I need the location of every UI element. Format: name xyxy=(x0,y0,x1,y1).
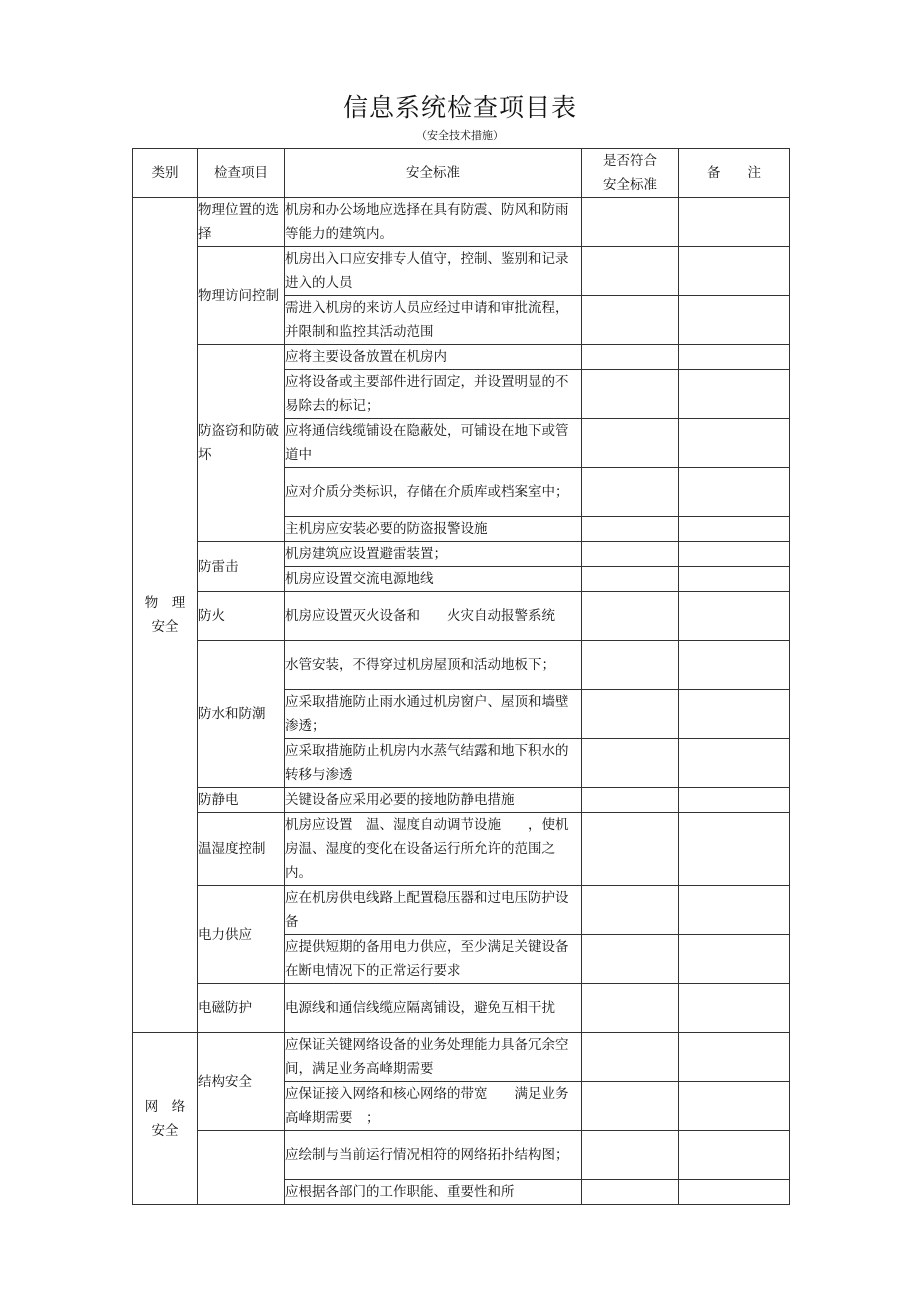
remark-cell[interactable] xyxy=(679,592,790,641)
category-physical-line2: 安全 xyxy=(151,619,179,635)
comply-cell[interactable] xyxy=(582,1082,679,1131)
standard-cell: 机房应设置灭火设备和 火灾自动报警系统 xyxy=(285,592,582,641)
remark-cell[interactable] xyxy=(679,296,790,345)
header-remark: 备 注 xyxy=(679,149,790,198)
remark-cell[interactable] xyxy=(679,1082,790,1131)
standard-cell: 应将设备或主要部件进行固定，并设置明显的不易除去的标记； xyxy=(285,370,582,419)
remark-cell[interactable] xyxy=(679,935,790,984)
comply-cell[interactable] xyxy=(582,345,679,370)
remark-cell[interactable] xyxy=(679,1131,790,1180)
remark-cell[interactable] xyxy=(679,1033,790,1082)
comply-cell[interactable] xyxy=(582,296,679,345)
table-row xyxy=(133,1131,790,1180)
item-static: 防静电 xyxy=(198,788,285,813)
standard-cell: 应提供短期的备用电力供应，至少满足关键设备在断电情况下的正常运行要求 xyxy=(285,935,582,984)
remark-cell[interactable] xyxy=(679,419,790,468)
comply-cell[interactable] xyxy=(582,247,679,296)
table-row xyxy=(133,542,790,567)
table-row xyxy=(133,641,790,690)
table-row xyxy=(133,1033,790,1082)
remark-cell[interactable] xyxy=(679,542,790,567)
comply-cell[interactable] xyxy=(582,813,679,886)
comply-cell[interactable] xyxy=(582,567,679,592)
comply-cell[interactable] xyxy=(582,592,679,641)
remark-cell[interactable] xyxy=(679,567,790,592)
remark-cell[interactable] xyxy=(679,641,790,690)
remark-cell[interactable] xyxy=(679,517,790,542)
standard-cell: 应根据各部门的工作职能、重要性和所 xyxy=(285,1180,582,1205)
item-fire: 防火 xyxy=(198,592,285,641)
item-theft: 防盗窃和防破坏 xyxy=(198,345,285,542)
item-access: 物理访问控制 xyxy=(198,247,285,345)
comply-cell[interactable] xyxy=(582,935,679,984)
comply-cell[interactable] xyxy=(582,690,679,739)
table-row xyxy=(133,198,790,247)
header-item: 检查项目 xyxy=(198,149,285,198)
category-physical xyxy=(133,198,198,1033)
standard-cell: 应将主要设备放置在机房内 xyxy=(285,345,582,370)
comply-cell[interactable] xyxy=(582,1131,679,1180)
remark-cell[interactable] xyxy=(679,984,790,1033)
remark-cell[interactable] xyxy=(679,788,790,813)
standard-cell: 机房出入口应安排专人值守，控制、鉴别和记录进入的人员 xyxy=(285,247,582,296)
remark-cell[interactable] xyxy=(679,468,790,517)
standard-cell: 关键设备应采用必要的接地防静电措施 xyxy=(285,788,582,813)
table-row xyxy=(133,984,790,1033)
remark-cell[interactable] xyxy=(679,739,790,788)
comply-cell[interactable] xyxy=(582,468,679,517)
standard-cell: 应采取措施防止机房内水蒸气结露和地下积水的转移与渗透 xyxy=(285,739,582,788)
comply-cell[interactable] xyxy=(582,542,679,567)
comply-cell[interactable] xyxy=(582,739,679,788)
comply-cell[interactable] xyxy=(582,1180,679,1205)
item-location: 物理位置的选择 xyxy=(198,198,285,247)
comply-cell[interactable] xyxy=(582,517,679,542)
header-comply xyxy=(582,149,679,198)
comply-cell[interactable] xyxy=(582,788,679,813)
comply-cell[interactable] xyxy=(582,370,679,419)
item-empty xyxy=(198,1131,285,1205)
standard-cell: 应保证关键网络设备的业务处理能力具备冗余空间，满足业务高峰期需要 xyxy=(285,1033,582,1082)
remark-cell[interactable] xyxy=(679,1180,790,1205)
table-row xyxy=(133,345,790,370)
page-title: 信息系统检查项目表 xyxy=(342,93,577,122)
standard-cell: 应在机房供电线路上配置稳压器和过电压防护设备 xyxy=(285,886,582,935)
comply-cell[interactable] xyxy=(582,1033,679,1082)
standard-cell: 应将通信线缆铺设在隐蔽处，可铺设在地下或管道中 xyxy=(285,419,582,468)
table-row xyxy=(133,788,790,813)
standard-cell: 需进入机房的来访人员应经过申请和审批流程，并限制和监控其活动范围 xyxy=(285,296,582,345)
table-row xyxy=(133,247,790,296)
standard-cell: 应采取措施防止雨水通过机房窗户、屋顶和墙壁渗透； xyxy=(285,690,582,739)
standard-cell: 应保证接入网络和核心网络的带宽 满足业务高峰期需要 ； xyxy=(285,1082,582,1131)
standard-cell: 主机房应安装必要的防盗报警设施 xyxy=(285,517,582,542)
header-comply-line2: 安全标准 xyxy=(603,177,657,193)
page-subtitle: （安全技术措施） xyxy=(416,129,504,142)
comply-cell[interactable] xyxy=(582,984,679,1033)
table-row xyxy=(133,592,790,641)
inspection-table xyxy=(132,148,790,1205)
category-physical-line1: 物 理 xyxy=(144,595,186,611)
remark-cell[interactable] xyxy=(679,345,790,370)
standard-cell: 水管安装，不得穿过机房屋顶和活动地板下； xyxy=(285,641,582,690)
remark-cell[interactable] xyxy=(679,198,790,247)
standard-cell: 机房建筑应设置避雷装置； xyxy=(285,542,582,567)
comply-cell[interactable] xyxy=(582,886,679,935)
category-network xyxy=(133,1033,198,1205)
item-power: 电力供应 xyxy=(198,886,285,984)
header-row xyxy=(133,149,790,198)
standard-cell: 机房应设置交流电源地线 xyxy=(285,567,582,592)
header-category: 类别 xyxy=(133,149,198,198)
item-emc: 电磁防护 xyxy=(198,984,285,1033)
item-humidity: 温湿度控制 xyxy=(198,813,285,886)
category-network-line1: 网 络 xyxy=(144,1098,186,1115)
standard-cell: 应绘制与当前运行情况相符的网络拓扑结构图； xyxy=(285,1131,582,1180)
standard-cell: 机房应设置 温、湿度自动调节设施 ，使机房温、湿度的变化在设备运行所允许的范围之内。 xyxy=(285,813,582,886)
comply-cell[interactable] xyxy=(582,419,679,468)
remark-cell[interactable] xyxy=(679,370,790,419)
item-structure: 结构安全 xyxy=(198,1033,285,1131)
item-lightning: 防雷击 xyxy=(198,542,285,592)
category-network-line2: 安全 xyxy=(151,1122,179,1139)
standard-cell: 机房和办公场地应选择在具有防震、防风和防雨等能力的建筑内。 xyxy=(285,198,582,247)
comply-cell[interactable] xyxy=(582,198,679,247)
remark-cell[interactable] xyxy=(679,247,790,296)
item-water: 防水和防潮 xyxy=(198,641,285,788)
comply-cell[interactable] xyxy=(582,641,679,690)
table-row xyxy=(133,886,790,935)
header-standard: 安全标准 xyxy=(285,149,582,198)
remark-cell[interactable] xyxy=(679,690,790,739)
remark-cell[interactable] xyxy=(679,886,790,935)
standard-cell: 电源线和通信线缆应隔离铺设，避免互相干扰 xyxy=(285,984,582,1033)
remark-cell[interactable] xyxy=(679,813,790,886)
table-row xyxy=(133,813,790,886)
header-comply-line1: 是否符合 xyxy=(603,153,657,169)
standard-cell: 应对介质分类标识，存储在介质库或档案室中； xyxy=(285,468,582,517)
